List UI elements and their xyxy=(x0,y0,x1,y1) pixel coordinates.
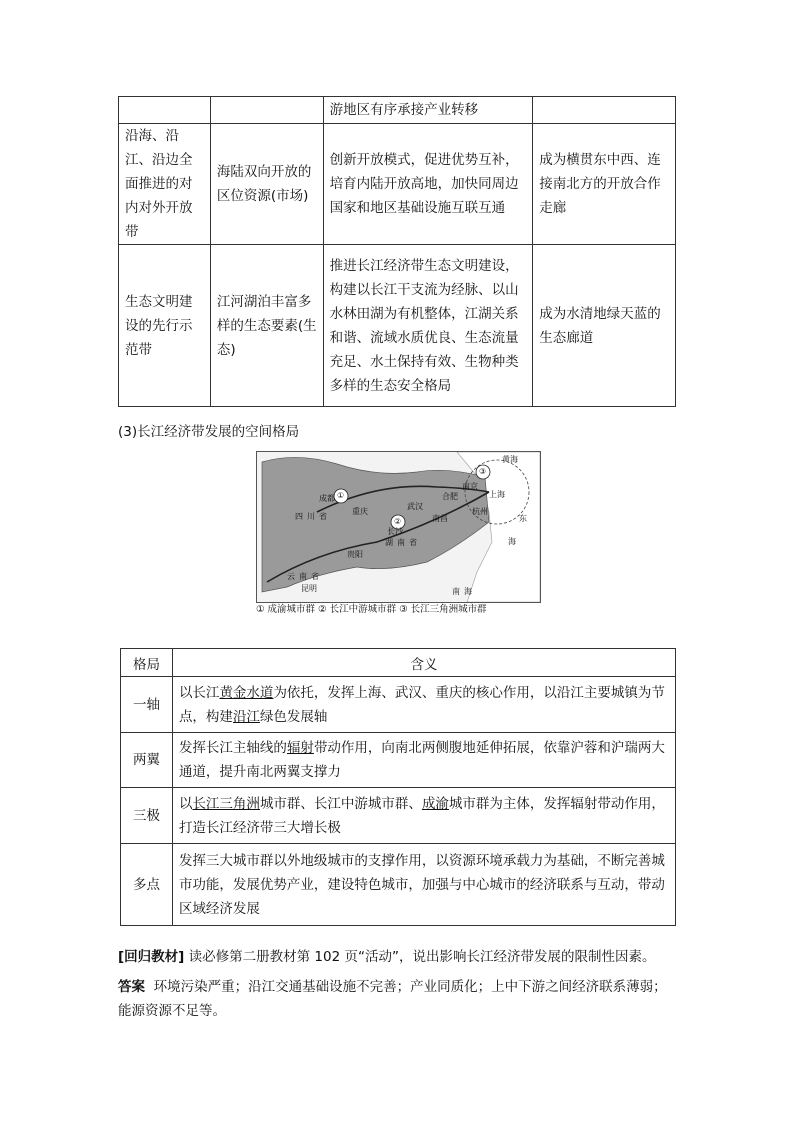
table-row xyxy=(119,245,676,407)
section-heading: (3)长江经济带发展的空间格局 xyxy=(118,424,300,440)
return-tag: [回归教材] xyxy=(118,949,185,965)
map-label: 重庆 xyxy=(352,507,368,516)
map-label: 省 xyxy=(319,512,327,521)
table-cell: 游地区有序承接产业转移 xyxy=(323,97,533,124)
marker-2: ② xyxy=(394,517,402,526)
table-cell: 创新开放模式，促进优势互补，培育内陆开放高地，加快同周边国家和地区基础设施互联互通 xyxy=(323,124,533,245)
table-row xyxy=(119,97,676,124)
table-cell xyxy=(533,97,676,124)
table-cell: 成为横贯东中西、连接南北方的开放合作走廊 xyxy=(533,124,676,245)
map-label: 南 xyxy=(397,538,405,547)
map-label: 四 xyxy=(295,512,303,521)
map-label: 海 xyxy=(464,587,472,596)
table-cell: 江河湖泊丰富多样的生态要素(生态) xyxy=(210,245,323,407)
table-cell: 推进长江经济带生态文明建设，构建以长江干支流为经脉、以山水林田湖为有机整体，江湖关系和谐、流域水质优良、生态流量充足、水土保持有效、生物种类多样的生态安全格局 xyxy=(323,245,533,407)
map-label: 贵阳 xyxy=(347,550,363,559)
map-label: 合肥 xyxy=(442,492,458,501)
marker-3: ③ xyxy=(479,467,487,476)
pattern-name: 一轴 xyxy=(121,677,173,733)
pattern-name: 多点 xyxy=(121,844,173,926)
map-label: 昆明 xyxy=(301,584,317,593)
map-label: 南 xyxy=(299,572,307,581)
table-row xyxy=(119,124,676,245)
map-label: 南昌 xyxy=(432,514,448,523)
map-label: 成都 xyxy=(319,494,335,503)
table-header-row xyxy=(121,649,676,677)
map-legend: ① 成渝城市群 ② 长江中游城市群 ③ 长江三角洲城市群 xyxy=(256,604,487,615)
column-header: 含义 xyxy=(172,649,675,677)
pattern-description: 发挥长江主轴线的辐射带动作用，向南北两侧腹地延伸拓展，依靠沪蓉和沪瑞两大通道，提升南北两翼支撑力 xyxy=(172,733,675,788)
map-label: 上海 xyxy=(489,490,505,499)
table-spatial-pattern xyxy=(120,648,676,926)
table-cell: 成为水清地绿天蓝的生态廊道 xyxy=(533,245,676,407)
map-label: 武汉 xyxy=(407,502,423,511)
return-to-textbook xyxy=(118,945,680,969)
table-cell: 沿海、沿江、沿边全面推进的对内对外开放带 xyxy=(119,124,211,245)
pattern-description: 发挥三大城市群以外地级城市的支撑作用，以资源环境承载力为基础，不断完善城市功能，发展优势产业，建设特色城市，加强与中心城市的经济联系与互动，带动区域经济发展 xyxy=(172,844,675,926)
marker-1: ① xyxy=(337,491,345,500)
yangtze-map xyxy=(256,451,541,603)
column-header: 格局 xyxy=(121,649,173,677)
return-text: 读必修第二册教材第 102 页“活动”，说出影响长江经济带发展的限制性因素。 xyxy=(188,949,656,965)
map-label: 南 xyxy=(452,587,460,596)
table-economic-belt-roles xyxy=(118,96,676,407)
table-row xyxy=(121,844,676,926)
map-label: 南京 xyxy=(462,482,478,491)
map-label: 省 xyxy=(311,572,319,581)
pattern-description: 以长江三角洲城市群、长江中游城市群、成渝城市群为主体，发挥辐射带动作用，打造长江经济带三大增长极 xyxy=(172,788,675,844)
map-label: 湖 xyxy=(385,538,393,547)
table-row xyxy=(121,733,676,788)
table-row xyxy=(121,788,676,844)
pattern-name: 两翼 xyxy=(121,733,173,788)
map-label: 云 xyxy=(287,572,295,581)
pattern-description: 以长江黄金水道为依托，发挥上海、武汉、重庆的核心作用，以沿江主要城镇为节点，构建沿江绿色发展轴 xyxy=(172,677,675,733)
map-label: 东 xyxy=(519,514,527,523)
map-label: 杭州 xyxy=(472,507,488,516)
map-label: 长沙 xyxy=(387,527,403,536)
table-cell xyxy=(210,97,323,124)
map-label: 海 xyxy=(508,537,516,546)
map-label: 川 xyxy=(307,512,315,521)
table-cell xyxy=(119,97,211,124)
table-cell: 生态文明建设的先行示范带 xyxy=(119,245,211,407)
answer xyxy=(118,975,680,1023)
table-row xyxy=(121,677,676,733)
table-cell: 海陆双向开放的区位资源(市场) xyxy=(210,124,323,245)
map-label: 省 xyxy=(409,538,417,547)
answer-text: 环境污染严重；沿江交通基础设施不完善；产业同质化；上中下游之间经济联系薄弱；能源资源不足等。 xyxy=(118,979,667,1019)
pattern-name: 三极 xyxy=(121,788,173,844)
answer-label: 答案 xyxy=(118,979,145,995)
map-label: 黄海 xyxy=(502,455,518,464)
